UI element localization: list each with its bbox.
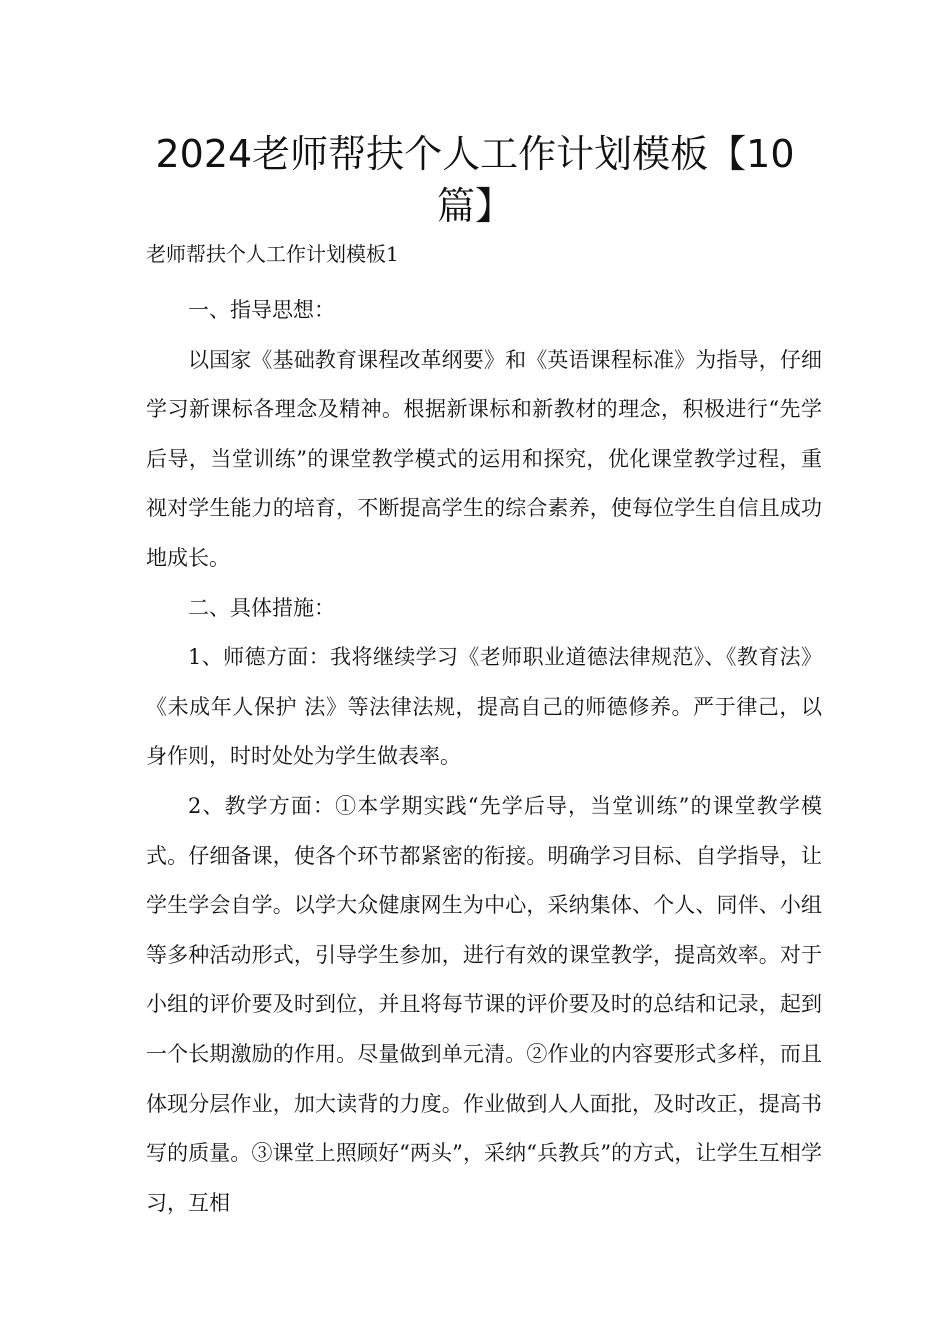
- document-body: [146, 286, 822, 1228]
- paragraph-teaching: 2、教学方面：①本学期实践“先学后导，当堂训练”的课堂教学模式。仔细备课，使各个环节都紧密的衔接。明确学习目标、自学指导，让学生学会自学。以学大众健康网生为中心，采纳集体、个人、同伴、小组等多种活动形式，引导学生参加，进行有效的课堂教学，提高效率。对于小组的评价要及时到位，并且将每节课的评价要及时的总结和记录，起到一个长期激励的作用。尽量做到单元清。②作业的内容要形式多样，而且体现分层作业，加大读背的力度。作业做到人人面批，及时改正，提高书写的质量。③课堂上照顾好“两头”，采纳“兵教兵”的方式，让学生互相学习，互相: [146, 793, 822, 1215]
- document-title: 2024老师帮扶个人工作计划模板【10篇】: [155, 132, 795, 228]
- paragraph-guiding-thought: 以国家《基础教育课程改革纲要》和《英语课程标准》为指导，仔细学习新课标各理念及精神。根据新课标和新教材的理念，积极进行“先学后导，当堂训练”的课堂教学模式的运用和探究，优化课堂教学过程，重视对学生能力的培育，不断提高学生的综合素养，使每位学生自信且成功地成长。: [146, 347, 822, 570]
- heading-guiding-thought: 一、指导思想：: [188, 298, 335, 322]
- section-subtitle: 老师帮扶个人工作计划模板1: [146, 242, 399, 266]
- paragraph-ethics: 1、师德方面：我将继续学习《老师职业道德法律规范》、《教育法》《未成年人保护 法》等法律法规，提高自己的师德修养。严于律己，以身作则，时时处处为学生做表率。: [146, 645, 822, 769]
- heading-measures: 二、具体措施：: [188, 595, 335, 620]
